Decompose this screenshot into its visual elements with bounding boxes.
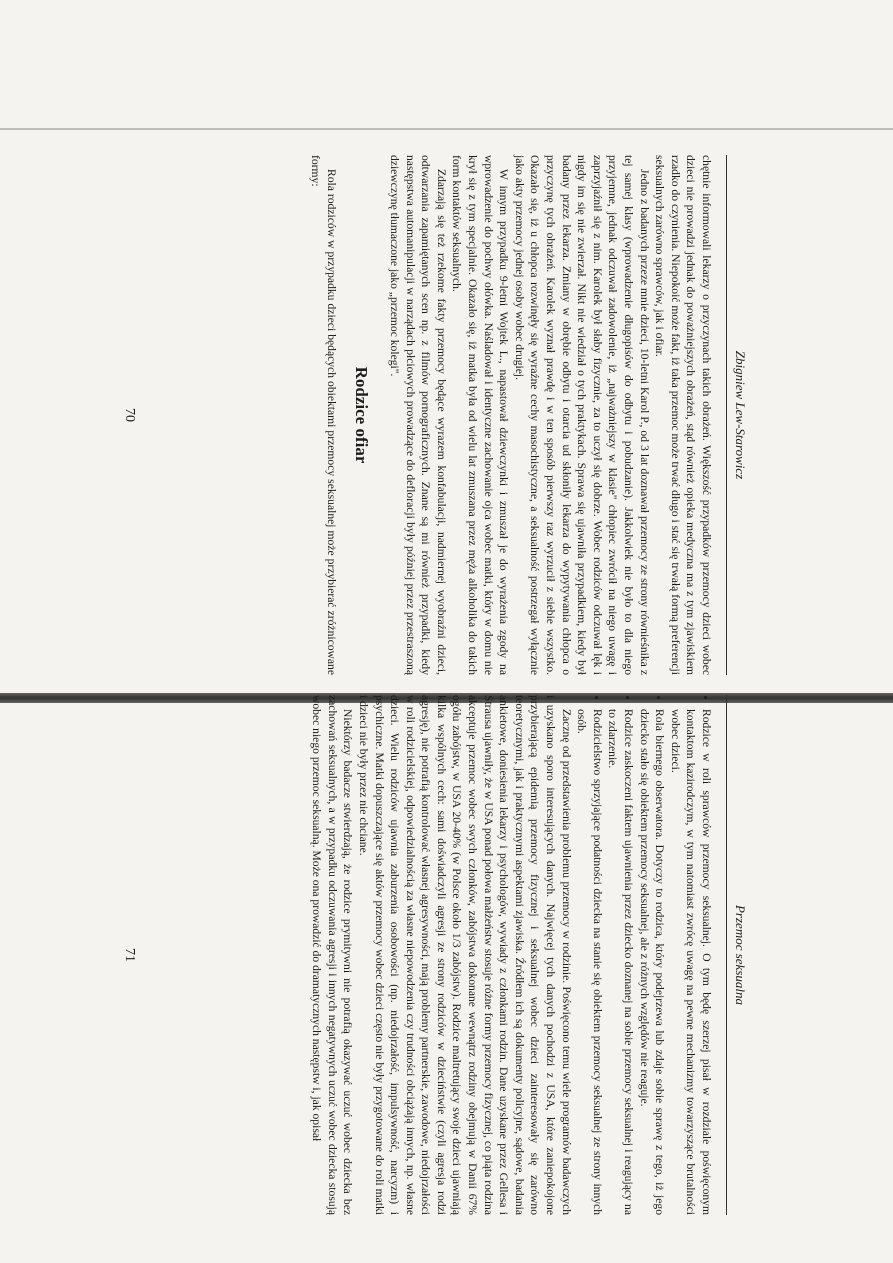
running-header: Zbigniew Lew-Starowicz [726,155,751,675]
paragraph: Jedno z badanych przeze mnie dzieci, 10-letni Karol P., od 3 lat doznawał przemocy ze strony równieśnika z tej samej klasy (wprowadzenie długopisów do odbytu i pobudzanie). Jakkolwiek nie było to dla niego przyjemne, jednak odczuwał zadowolenie, iż „najważniejszy w klasie" chłopiec zwrócił na niego uwagę i zaprzyjaźnił się z nim. Karolek był słaby fizycznie, za to uczył się dobrze. Wobec rodziców odczuwał lęk i nigdy im się nie zwierzał. Nikt nie wiedział o tych praktykach. Sprawa się ujawniła przypadkiem, kiedy był badany przez lekarza. Zmiany w obrębie odbytu i otarcia ud skłoniły lekarza do wypytywania chłopca o przyczynę tych obrażeń. Karolek wyznał prawdę i w ten sposób pierwszy raz wyrzucił z siebie wszystko. Okazało się, iż u chłopca rozwinęły się wyraźne cechy masochistyczne, a seksualność postrzegał wyłącznie jako akty przemocy jednej osoby wobec drugiej. [512,155,651,675]
paragraph: Zacznę od przedstawienia problemu przemocy w rodzinie. Poświęcono temu wiele programów badawczych i uzyskano sporo interesujących danych. Najwięcej tych danych pochodzi z USA, które zaniepokojone przybierającą epidemią przemocy fizycznej i seksualnej wobec dzieci zainteresowały się zarówno teoretycznymi, jak i praktycznymi aspektami zjawiska. Źródłem ich są dokumenty policyjne, sądowe, badania ankietowe, doniesienia lekarzy i psychologów, wywiady z członkami rodzin. Dane uzyskane przez Gellesa i Strausa ujawniły, że w USA ponad połowa małżeństw stosuje różne formy przemocy fizycznej, co piąta rodzina akceptuje przemoc wobec swych członków, zabójstwa dokonane wewnątrz rodziny obejmują w Danii 67% ogółu zabójstw, w USA 20-40% (w Polsce około 1/3 zabójstw). Rodzice maltretujący swoje dzieci ujawniają kilka wspólnych cech: sami doświadczyli agresji ze strony rodziców w dzieciństwie (czyli agresja rodzi agresję), nie potrafią kontrolować własnej agresywności, mają problemy partnerskie, zawodowe, niedojrzałości w roli rodzicielskiej, odpowiedzialnością za własne niepowodzenia czy trudności obciążają innych, np. własne dzieci. Wielu rodziców ujawnia zaburzenia osobowości (np. niedojrzałość, impulsywność, narcyzm) i psychiczne. Matki dopuszczające się aktów przemocy wobec dzieci często nie były przygotowane do roli matki i dzieci nie były przez nie chciane. [356,695,573,1215]
running-header: Przemoc seksualna [726,695,751,1215]
paragraph: Rola rodziców w przypadku dzieci będących obiektami przemocy seksualnej może przybierać zróżnicowane formy: [308,155,338,675]
page-number: 71 [122,948,137,962]
list-item: • Rodzicielstwo sprzyjające podatności dziecka na stanie się obiektem przemocy seksualnej ze strony innych osób. [574,709,605,1215]
left-page [121,155,751,675]
list-item: • Rodzice zaskoczeni faktem ujawnienia przez dziecko doznanej na sobie przemocy seksualnej i reagujący na to zdarzenie. [605,709,636,1215]
list-item: • Rodzice w roli sprawców przemocy seksualnej. O tym będę szerzej pisał w rozdziale poświęconym kontaktom kazirodczym, w tym natomiast zwrócę uwagę na pewne mechanizmy towarzyszące brutalności wobec dzieci. [667,709,714,1215]
paragraph: chętnie informowali lekarzy o przyczynach takich obrażeń. Większość przypadków przemocy dzieci wobec dzieci nie prowadzi jednak do poważniejszych obrażeń, stąd również opieka medyczna ma z tym zjawiskiem rzadko do czynienia. Niepokoić może fakt, iż taka przemoc może trwać długo i stać się trwałą formą preferencji seksualnych zarówno sprawców, jak i ofiar. [653,155,713,675]
paragraph: Niektórzy badacze stwierdzają, że rodzice prymitywni nie potrafią okazywać uczuć wobec dziecka bez zachowań seksualnych, a w przypadku odczuwania agresji i innych negatywnych uczuć wobec dziecka stosują wobec niego przemoc seksualną. Może ona prowadzić do dramatycznych następstw i, jak opisał [310,695,355,1215]
paragraph: W innym przypadku 9-letni Wojtek L., napastował dziewczynki i zmuszał je do wyrażenia zgody na wprowadzenie do pochwy ołówka. Naśladował i identyczne zachowanie ojca wobec matki, który w domu nie krył się z tym specjalnie. Okazało się, iż matka była od wielu lat zmuszana przez męża alkoholika do takich form kontaktów seksualnych. [450,155,511,675]
paragraph: Zdarzają się też rzekome fakty przemocy będące wyrazem konfabulacji, nadmiernej wyobraźni dzieci, odtwarzania zapamiętanych scen np. z filmów pornograficznych. Znane są mi również przypadki, kiedy następstwa automanipulacji w narządach płciowych prowadzące do defloracji były później przez przestraszoną dziewczynę tłumaczone jako „przemoc kolegi". [388,155,448,675]
section-heading: Rodzice ofiar [351,366,371,464]
page-number: 70 [122,408,137,422]
right-page [121,695,751,1215]
list-item: • Rola biernego obserwatora. Dotyczy to rodzica, który podejrzewa lub zdaje sobie sprawę z tego, iż jego dziecko stało się obiektem przemocy seksualnej, ale z różnych względów nie reaguje. [636,709,667,1215]
top-rule [0,128,893,130]
bullet-list [574,695,714,1215]
